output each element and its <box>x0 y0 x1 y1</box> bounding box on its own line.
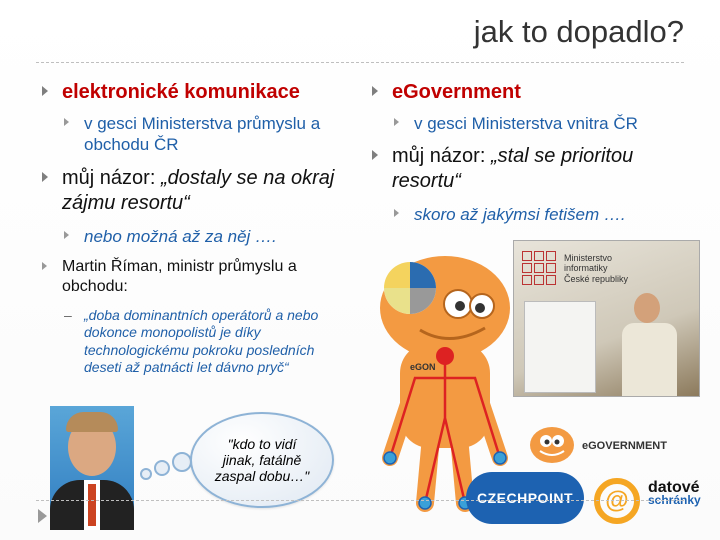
next-slide-arrow-icon[interactable] <box>38 509 47 523</box>
portrait-tie <box>88 484 96 526</box>
left-opinion-prefix: můj názor: <box>62 166 161 189</box>
quote-intro: Martin Říman, ministr průmyslu a obchodu: <box>62 257 297 295</box>
left-maybe-item <box>62 226 350 247</box>
egovernment-logo-text: eGOVERNMENT <box>582 440 667 452</box>
right-heading: eGovernment <box>392 81 521 103</box>
datove-line: datové <box>648 479 700 496</box>
thought-dot <box>172 452 192 472</box>
right-sub-item <box>392 113 690 134</box>
quote-intro-item <box>40 257 350 297</box>
title-divider <box>36 62 684 63</box>
left-opinion: „dostaly se na okraj zájmu resortu“ <box>62 166 335 214</box>
quote-text: „doba dominantních operátorů a nebo dokonce monopolistů je díky technologickému pokroku posledních deseti až patnácti let dávno pryč“ <box>84 306 319 376</box>
thought-bubble-text: "kdo to vidí jinak, fatálně zaspal dobu…" <box>214 435 310 485</box>
right-column <box>370 80 690 226</box>
thought-dot <box>154 460 170 476</box>
flipchart <box>524 301 596 393</box>
bullet-arrow-icon <box>42 86 48 96</box>
left-opinion-item <box>40 166 350 216</box>
egovernment-face-logo-icon <box>528 425 576 465</box>
left-sub-item <box>62 113 350 156</box>
right-sub: v gesci Ministerstva vnitra ČR <box>414 114 638 133</box>
datove-schranky-logo-text <box>648 480 701 507</box>
bullet-arrow-icon <box>64 231 69 239</box>
right-fetish: skoro až jakýmsi fetišem …. <box>414 205 626 225</box>
right-heading-item <box>370 80 690 105</box>
thought-bubble <box>190 412 334 508</box>
bullet-arrow-icon <box>372 86 378 96</box>
bullet-arrow-icon <box>42 262 47 270</box>
right-opinion: „stal se prioritou resortu“ <box>392 145 634 193</box>
slide-title: jak to dopadlo? <box>473 14 684 49</box>
quote-item <box>62 307 350 377</box>
left-column <box>40 80 350 377</box>
bullet-arrow-icon <box>394 118 399 126</box>
footer-divider <box>36 500 684 501</box>
schranky-line: schránky <box>648 493 701 508</box>
ministry-sign-line: Ministerstvo <box>564 253 613 263</box>
left-heading-item <box>40 80 350 105</box>
ministry-photo <box>513 240 700 397</box>
bullet-arrow-icon <box>42 172 48 182</box>
ministry-sign-line: informatiky <box>564 263 608 274</box>
speaker-head <box>634 293 660 323</box>
right-opinion-prefix: můj názor: <box>392 145 491 168</box>
portrait-photo <box>50 406 134 530</box>
left-heading: elektronické komunikace <box>62 81 300 103</box>
dash-bullet: – <box>64 306 72 323</box>
czechpoint-text: CZECHPOINT <box>477 490 573 506</box>
ministry-logo-icon <box>522 251 556 285</box>
datove-schranky-at-icon: @ <box>594 478 640 524</box>
speaker-body <box>622 323 677 396</box>
bullet-arrow-icon <box>64 118 69 126</box>
left-sub: v gesci Ministerstva průmyslu a obchodu ČR <box>84 114 321 155</box>
bullet-arrow-icon <box>372 150 378 160</box>
left-maybe: nebo možná až za něj …. <box>84 226 277 246</box>
ministry-sign-line: České republiky <box>564 273 629 284</box>
right-fetish-item <box>392 204 690 225</box>
right-opinion-item <box>370 144 690 194</box>
thought-dot <box>140 468 152 480</box>
ministry-sign <box>564 253 628 284</box>
egon-label: eGON <box>410 362 436 372</box>
czechpoint-logo <box>466 472 584 524</box>
portrait-hair <box>66 412 118 432</box>
bullet-arrow-icon <box>394 209 399 217</box>
